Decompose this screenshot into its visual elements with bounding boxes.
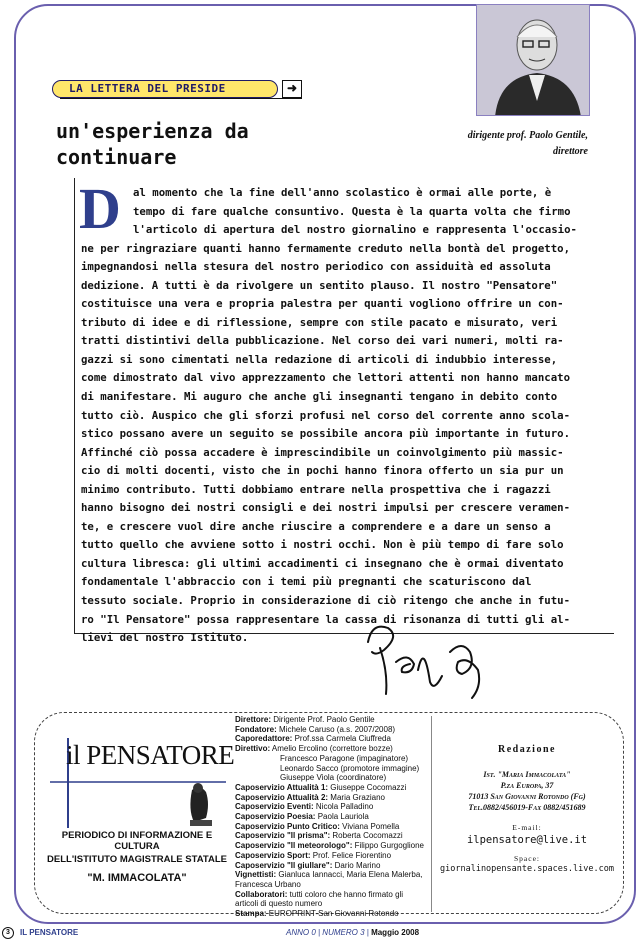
staff-role: Caposervizio Attualità 2:: [235, 792, 329, 802]
staff-role: Collaboratori:: [235, 889, 288, 899]
staff-role: Vignettisti:: [235, 870, 277, 880]
article-line: tempo di fare qualche consuntivo. Questa è la quarta volta che firmo: [133, 204, 571, 218]
author-photo: [476, 4, 590, 116]
author-role: direttore: [553, 146, 588, 157]
staff-name: Leonardo Sacco (promotore immagine): [280, 763, 420, 773]
logo-title: il PENSATORE: [66, 740, 235, 770]
staff-role: Caposervizio "Il prisma":: [235, 831, 331, 841]
redazione-school: Ist. "Maria Immacolata": [483, 770, 571, 779]
author-name: dirigente prof. Paolo Gentile,: [467, 130, 588, 141]
staff-item: [235, 783, 430, 793]
redazione-space-label: Space:: [514, 854, 540, 863]
article-line: tutto ciò. Auspico che gli sforzi profusi nel corso del corrente anno scola-: [81, 408, 571, 422]
staff-item: [235, 899, 430, 909]
footer-issue-number: ANNO 0 | NUMERO 3 |: [286, 928, 369, 937]
staff-role: Stampa:: [235, 909, 267, 919]
staff-item: [235, 831, 430, 841]
staff-item: [235, 812, 430, 822]
staff-role: Caposervizio Eventi:: [235, 802, 314, 812]
footer-title: IL PENSATORE: [20, 928, 79, 937]
redazione-space: giornalinopensante.spaces.live.com: [440, 864, 614, 874]
article-line: stico possano avere un seguito se possibile ancora più importante in futuro.: [81, 427, 571, 441]
dropcap: D: [79, 176, 121, 241]
staff-role: Caposervizio Attualità 1:: [235, 782, 329, 792]
article-line: tutto quello che avviene sotto i nostri occhi. Non è più tempo di fare solo: [81, 538, 564, 552]
redazione-title: Redazione: [498, 744, 556, 755]
staff-item: [235, 890, 430, 900]
staff-name: Francesca Urbano: [235, 879, 301, 889]
staff-name: Maria Graziano: [328, 792, 385, 802]
staff-item: [235, 715, 430, 725]
staff-item: [235, 822, 430, 832]
headline-line-2: continuare: [56, 145, 177, 169]
article-line: ro "Il Pensatore" possa rappresentare la cassa di risonanza di tutti gli al-: [81, 612, 571, 626]
article-line: cio di molti docenti, visto che in pochi hanno finora offerto un sia pur un: [81, 464, 564, 478]
article-line: dedizione. A tutti è da rivolgere un sentito plauso. Il nostro "Pensatore": [81, 278, 558, 292]
section-underline: [60, 98, 302, 99]
redazione-street: P.za Europa, 37: [500, 781, 554, 790]
staff-name: Dario Marino: [332, 860, 381, 870]
article-line: cultura libresca: gli ultimi accadimenti ci insegnano che è ormai diventato: [81, 556, 564, 570]
article-line: costituisce una vera e propria palestra per quanti vogliono offrire un con-: [81, 297, 564, 311]
staff-item: [235, 764, 430, 774]
staff-role: Caposervizio Sport:: [235, 850, 311, 860]
staff-name: Filippo Gurgoglione: [352, 841, 424, 851]
staff-item: [235, 754, 430, 764]
staff-item: [235, 802, 430, 812]
page-footer: [0, 926, 640, 940]
author-caption: [430, 128, 588, 160]
article-line: minimo contributo. Tutti dobbiamo entrare nella prospettiva che i ragazzi: [81, 482, 551, 496]
staff-name: Gianluca Iannacci, Maria Elena Malerba,: [276, 870, 423, 880]
staff-role: Caposervizio Poesia:: [235, 812, 316, 822]
redazione-phone: Tel.0882/456019-Fax 0882/451689: [468, 803, 586, 812]
staff-role: Fondatore:: [235, 724, 277, 734]
redazione-city: 71013 San Giovanni Rotondo (Fg): [468, 792, 586, 801]
redazione-email: ilpensatore@live.it: [466, 834, 588, 846]
staff-name: EUROPRINT-San Giovanni Rotondo: [266, 909, 399, 919]
staff-item: [235, 744, 430, 754]
staff-item: [235, 793, 430, 803]
headline: [56, 118, 416, 170]
staff-item: [235, 725, 430, 735]
masthead-caption-1: PERIODICO DI INFORMAZIONE E CULTURA: [61, 830, 213, 852]
signature: [358, 612, 498, 702]
article-line: tributo di idee e di riflessione, sempre con stile pacato e misurato, veri: [81, 315, 558, 329]
article-line: al momento che la fine dell'anno scolastico è ormai alle porte, è: [133, 186, 552, 199]
footer-date: Maggio 2008: [368, 928, 420, 937]
masthead-caption-2: DELL'ISTITUTO MAGISTRALE STATALE: [47, 854, 227, 865]
article-line: tessuto sociale. Proprio in considerazione di ciò ritengo che anche in futu-: [81, 594, 571, 608]
article-line: ne per ringraziare quanti hanno fermamente creduto nella bontà del progetto,: [81, 241, 571, 255]
staff-item: [235, 851, 430, 861]
staff-name: Francesco Paragone (impaginatore): [280, 753, 409, 763]
article-line: impegnandosi nella stesura del nostro periodico con assiduità ed assoluta: [81, 260, 551, 274]
staff-name: Prof.ssa Carmela Ciuffreda: [292, 734, 391, 744]
article-line: l'articolo di apertura del nostro giornalino e rappresenta l'occasio-: [133, 223, 577, 237]
staff-item: [235, 841, 430, 851]
staff-role: Direttivo:: [235, 744, 271, 754]
article-line: lievi del nostro Istituto.: [81, 631, 249, 645]
article-line: tratti distintivi della pubblicazione. Nel corso dei vari numeri, molti ra-: [81, 334, 564, 348]
staff-role: Caposervizio Punto Critico:: [235, 821, 340, 831]
staff-name: Giuseppe Cocomazzi: [328, 782, 407, 792]
staff-name: Giuseppe Viola (coordinatore): [280, 773, 387, 783]
footer-issue: [286, 928, 419, 937]
article-line: di manifestare. Mi auguro che anche gli insegnanti tengano in debito conto: [81, 390, 558, 404]
staff-item: [235, 861, 430, 871]
redazione-email-label: E-mail:: [512, 823, 542, 832]
staff-role: Caporedattore:: [235, 734, 293, 744]
headline-line-1: un'esperienza da: [56, 119, 249, 143]
article-line: Affinché ciò possa accadere è imprescindibile un coinvolgimento più massic-: [81, 445, 564, 459]
page-number: 3: [2, 927, 14, 939]
arrow-right-icon: ➜: [282, 80, 302, 98]
staff-name: Nicola Palladino: [313, 802, 374, 812]
section-label: LA LETTERA DEL PRESIDE: [52, 80, 278, 98]
staff-name: Paola Lauriola: [315, 812, 369, 822]
staff-name: Dirigente Prof. Paolo Gentile: [271, 715, 375, 724]
staff-item: [235, 870, 430, 880]
redazione-block: [432, 744, 622, 875]
article-line: te, e crescere vuol dire anche riuscire a comprendere e a dare un senso a: [81, 519, 551, 533]
staff-name: Prof. Felice Fiorentino: [310, 850, 392, 860]
staff-item: [235, 880, 430, 890]
masthead-caption-3: "M. IMMACOLATA": [87, 872, 187, 884]
staff-list: [235, 715, 430, 919]
staff-name: Roberta Cocomazzi: [330, 831, 403, 841]
article-line: fondamentale l'abbraccio con i temi più pregnanti che scaturiscono dal: [81, 575, 532, 589]
staff-name: articoli di questo numero: [235, 899, 323, 909]
staff-role: Direttore:: [235, 715, 272, 724]
staff-role: Caposervizio "Il meteorologo":: [235, 841, 353, 851]
article-lines: [79, 176, 611, 648]
staff-name: Michele Caruso (a.s. 2007/2008): [276, 724, 396, 734]
staff-item: [235, 734, 430, 744]
article-line: gazzi si sono cimentati nella redazione di articoli di indubbio interesse,: [81, 352, 558, 366]
staff-name: tutti coloro che hanno firmato gli: [287, 889, 404, 899]
staff-item: [235, 909, 430, 919]
article-body: [74, 176, 614, 645]
staff-role: Caposervizio "Il giullare":: [235, 860, 333, 870]
staff-item: [235, 773, 430, 783]
article-line: come dimostrato dal vivo apprezzamento che lettori attenti non hanno mancato: [81, 371, 571, 385]
article-line: hanno bisogno dei nostri consigli e dei nostri impulsi per crescere veramen-: [81, 501, 571, 515]
staff-name: Amelio Ercolino (correttore bozze): [270, 744, 393, 754]
staff-name: Viviana Pomella: [339, 821, 400, 831]
